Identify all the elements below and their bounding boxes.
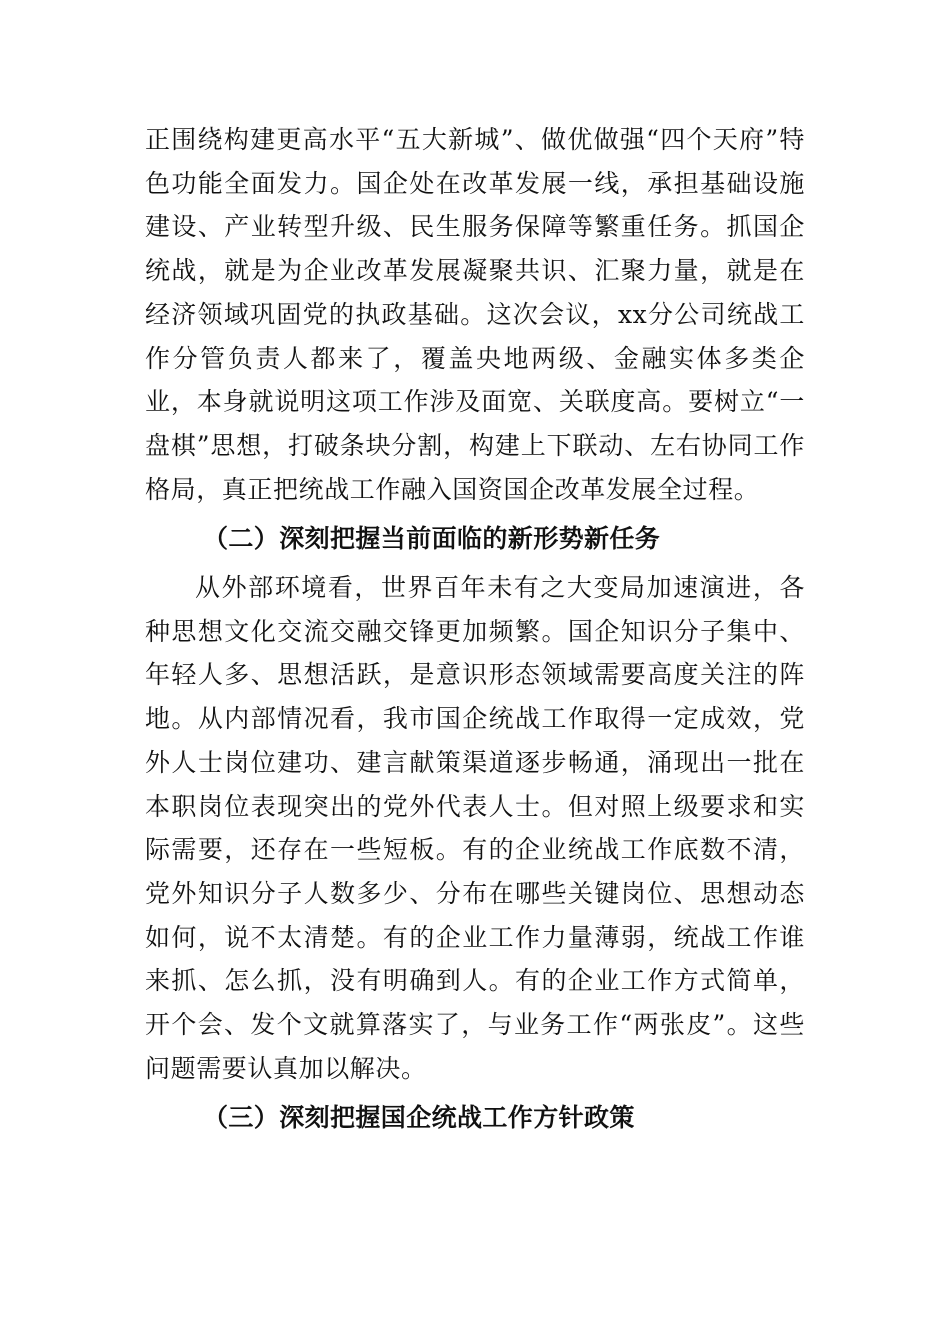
section-heading: （三）深刻把握国企统战工作方针政策 — [203, 1103, 635, 1133]
body-paragraph: 从外部环境看，世界百年未有之大变局加速演进，各种思想文化交流交融交锋更加频繁。国企知识分子集中、年轻人多、思想活跃，是意识形态领域需要高度关注的阵地。从内部情况看，我市国企统战工作取得一定成效，党外人士岗位建功、建言献策渠道逐步畅通，涌现出一批在本职岗位表现突出的党外代表人士。但对照上级要求和实际需要，还存在一些短板。有的企业统战工作底数不清，党外知识分子人数多少、分布在哪些关键岗位、思想动态如何，说不太清楚。有的企业工作力量薄弱，统战工作谁来抓、怎么抓，没有明确到人。有的企业工作方式简单，开个会、发个文就算落实了，与业务工作“两张皮”。这些问题需要认真加以解决。 — [145, 573, 805, 1083]
document-page — [145, 118, 805, 1140]
body-paragraph: 正围绕构建更高水平“五大新城”、做优做强“四个天府”特色功能全面发力。国企处在改革发展一线，承担基础设施建设、产业转型升级、民生服务保障等繁重任务。抓国企统战，就是为企业改革发展凝聚共识、汇聚力量，就是在经济领域巩固党的执政基础。这次会议，xx分公司统战工作分管负责人都来了，覆盖央地两级、金融实体多类企业，本身就说明这项工作涉及面宽、关联度高。要树立“一盘棋”思想，打破条块分割，构建上下联动、左右协同工作格局，真正把统战工作融入国资国企改革发展全过程。 — [145, 125, 805, 504]
section-heading: （二）深刻把握当前面临的新形势新任务 — [203, 524, 661, 554]
